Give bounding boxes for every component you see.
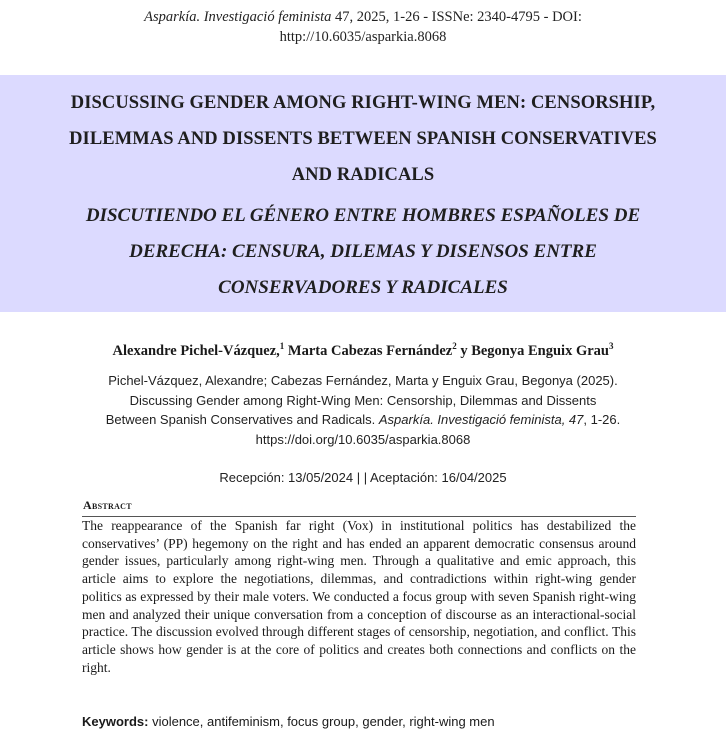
citation-journal: Asparkía. Investigació feminista, 47: [378, 412, 584, 427]
title-spanish-line: DERECHA: CENSURA, DILEMAS Y DISENSOS ENTRE: [129, 241, 597, 262]
title-spanish-line: DISCUTIENDO EL GÉNERO ENTRE HOMBRES ESPAÑOLES DE: [85, 205, 641, 226]
abstract-body: The reappearance of the Spanish far right (Vox) in institutional politics has destabilized the conservatives’ (PP) hegemony on the right and has ended an apparent democratic consensus around gender issues, particularly among right-wing men. Through a qualitative and emic approach, this article aims to explore the negotiations, dilemmas, and contradictions within right-wing gender politics as expressed by their male voters. We conducted a focus group with seven Spanish right-wing men and analyzed their unique conversation from a conception of discourse as an interactional-social practice. The discussion evolved through different stages of censorship, negotiation, and conflict. This article shows how gender is at the core of politics and creates both connections and conflicts on the right.: [82, 518, 636, 675]
journal-doi[interactable]: http://10.6035/asparkia.8068: [279, 29, 447, 45]
title-english-line: DILEMMAS AND DISSENTS BETWEEN SPANISH CONSERVATIVES: [69, 129, 657, 149]
title-english-line: DISCUSSING GENDER AMONG RIGHT-WING MEN: CENSORSHIP,: [70, 93, 656, 113]
journal-header: [0, 7, 726, 47]
author-name: y Begonya Enguix Grau: [456, 343, 609, 359]
citation-text: Between Spanish Conservatives and Radicals.: [105, 412, 379, 427]
author-name: Marta Cabezas Fernández: [284, 343, 453, 359]
citation-line: Discussing Gender among Right-Wing Men: Censorship, Dilemmas and Dissents: [129, 392, 597, 408]
title-english-line: AND RADICALS: [291, 165, 435, 185]
citation-pages: , 1-26.: [583, 412, 621, 427]
author-list: [0, 341, 726, 361]
submission-dates: Recepción: 13/05/2024 | | Aceptación: 16/04/2025: [219, 470, 507, 485]
citation-doi-link[interactable]: https://doi.org/10.6035/asparkia.8068: [255, 431, 471, 447]
author-note-marker: 1: [279, 341, 285, 351]
title-spanish: [0, 198, 726, 306]
author-name: Alexandre Pichel-Vázquez,: [112, 343, 280, 359]
title-spanish-line: CONSERVADORES Y RADICALES: [218, 277, 508, 298]
author-note-marker: 2: [452, 341, 457, 351]
title-english: [0, 85, 726, 193]
keywords: [82, 714, 682, 730]
keywords-label: Keywords:: [82, 714, 149, 729]
citation-line: Pichel-Vázquez, Alexandre; Cabezas Fernández, Marta y Enguix Grau, Begonya (2025).: [108, 373, 618, 388]
citation-line: [60, 410, 666, 430]
journal-name: Asparkía. Investigació feminista: [144, 9, 332, 25]
author-note-marker: 3: [608, 341, 614, 351]
journal-details: 47, 2025, 1-26 - ISSNe: 2340-4795 - DOI:: [331, 9, 582, 25]
abstract-heading: Abstract: [83, 498, 132, 512]
keywords-list: violence, antifeminism, focus group, gender, right-wing men: [148, 714, 495, 729]
citation-block: [60, 371, 666, 449]
